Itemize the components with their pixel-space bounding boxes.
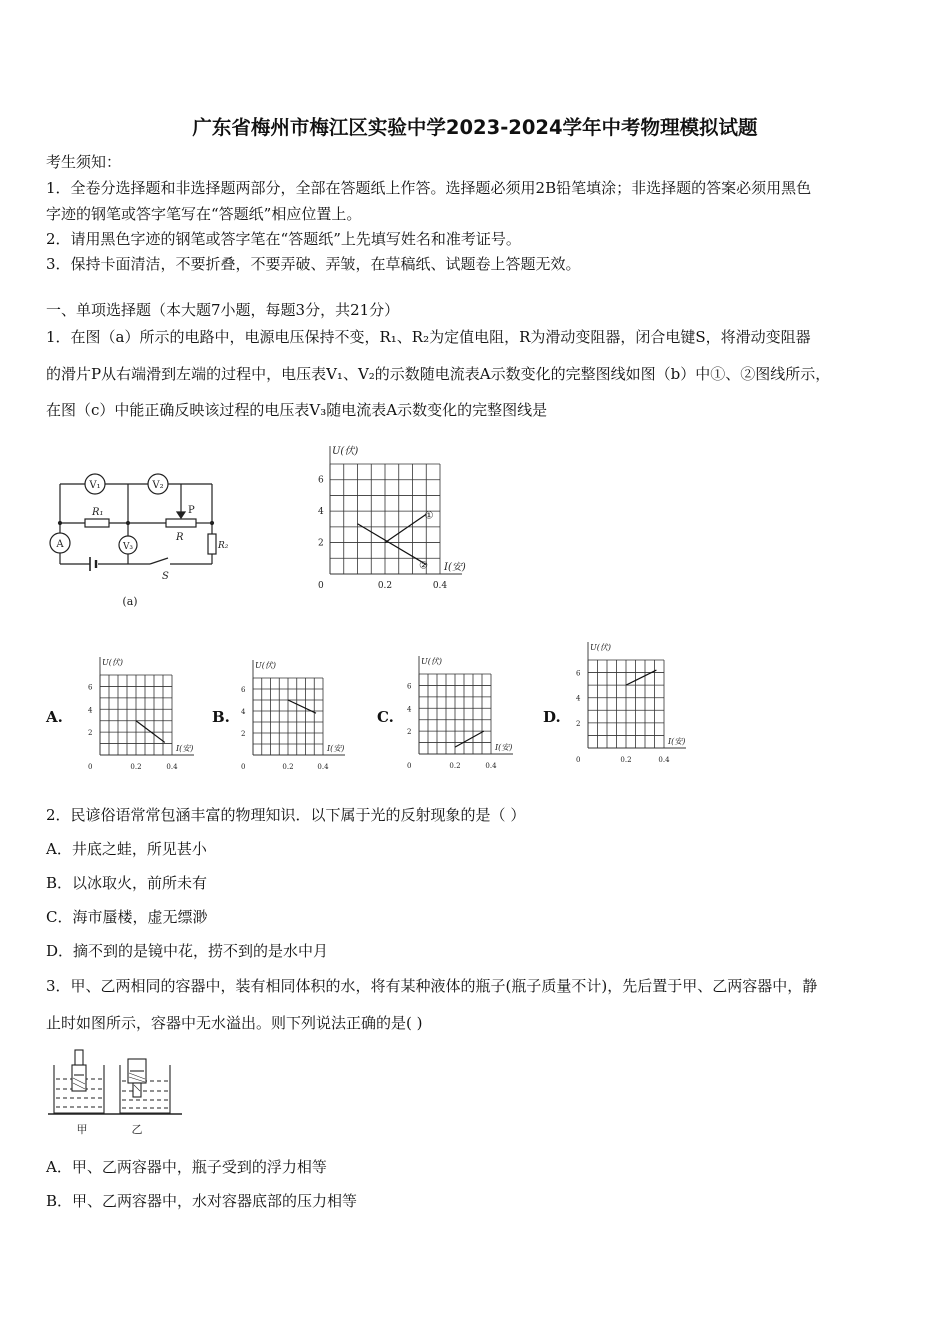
y-tick-label: 6 [318, 475, 324, 486]
container-label-yi: 乙 [131, 1123, 143, 1136]
origin-label: 0 [241, 763, 246, 771]
q2-stem: 2．民谚俗语常常包涵丰富的物理知识．以下属于光的反射现象的是（ ） [46, 806, 526, 824]
x-axis-label: I(安) [176, 744, 194, 753]
q2-option-a[interactable]: A．井底之蛙，所见甚小 [46, 840, 207, 858]
q2-option-d[interactable]: D．摘不到的是镜中花，捞不到的是水中月 [46, 942, 329, 960]
y-tick-label: 2 [88, 729, 93, 738]
option-d-graph[interactable] [568, 642, 708, 767]
ammeter-label: A [56, 539, 64, 550]
data-line [385, 514, 426, 542]
containers-figure [44, 1045, 184, 1140]
option-a-label: A. [46, 708, 63, 726]
notice-item: 3．保持卡面清洁，不要折叠，不要弄破、弄皱，在草稿纸、试题卷上答题无效。 [46, 255, 581, 273]
q3-option-b[interactable]: B．甲、乙两容器中，水对容器底部的压力相等 [46, 1192, 358, 1210]
v1-label: V₁ [89, 480, 101, 491]
x-tick-label: 0.4 [485, 762, 497, 770]
x-tick-label: 0.4 [317, 763, 329, 771]
q3-stem-line: 3．甲、乙两相同的容器中，装有相同体积的水，将有某种液体的瓶子(瓶子质量不计)，先后置于甲、乙两容器中，静 [46, 977, 818, 995]
y-axis-label: U(伏) [421, 657, 442, 666]
y-tick-label: 4 [241, 708, 246, 716]
origin-label: 0 [576, 756, 581, 764]
r1-label: R₁ [92, 507, 104, 518]
notice-item: 字迹的钢笔或答字笔写在“答题纸”相应位置上。 [46, 205, 362, 223]
y-axis-label: U(伏) [102, 658, 123, 667]
y-tick-label: 2 [407, 728, 412, 737]
y-tick-label: 4 [407, 705, 412, 714]
x-tick-label: 0.4 [658, 756, 670, 764]
origin-label: 0 [318, 581, 324, 591]
data-line [455, 731, 484, 747]
y-axis-label: U(伏) [590, 643, 611, 652]
origin-label: 0 [88, 763, 93, 771]
curve-2-marker: ② [419, 560, 428, 572]
x-tick-label: 0.2 [620, 756, 632, 764]
q1-stem-line: 的滑片P从右端滑到左端的过程中，电压表V₁、V₂的示数随电流表A示数变化的完整图线如图（b）中①、②图线所示， [46, 365, 831, 383]
q3-stem-line: 止时如图所示，容器中无水溢出。则下列说法正确的是( ) [46, 1014, 423, 1032]
option-c-graph[interactable] [403, 650, 533, 770]
y-tick-label: 6 [241, 686, 246, 694]
section-heading: 一、单项选择题（本大题7小题，每题3分，共21分） [46, 301, 400, 319]
notice-item: 1．全卷分选择题和非选择题两部分，全部在答题纸上作答。选择题必须用2B铅笔填涂；非选择题的答案必须用黑色 [46, 179, 812, 197]
slider-p-label: P [188, 505, 195, 516]
y-tick-label: 4 [88, 706, 93, 715]
v2-label: V₂ [152, 480, 164, 491]
container-label-jia: 甲 [76, 1123, 88, 1136]
notice-item: 2．请用黑色字迹的钢笔或答字笔在“答题纸”上先填写姓名和准考证号。 [46, 230, 521, 248]
circuit-diagram [40, 468, 240, 613]
option-b-label: B. [212, 708, 230, 726]
x-axis-label: I(安) [495, 743, 513, 752]
curve-1-marker: ① [424, 510, 434, 522]
x-tick-label: 0.2 [449, 762, 461, 770]
x-tick-label: 0.4 [166, 763, 178, 771]
y-tick-label: 6 [88, 683, 93, 692]
y-tick-label: 4 [576, 694, 581, 703]
option-d-label: D. [543, 708, 561, 726]
y-axis-label: U(伏) [255, 661, 276, 670]
r-label: R [176, 532, 184, 543]
x-tick-label: 0.2 [130, 763, 142, 771]
y-tick-label: 2 [318, 538, 324, 549]
data-line [136, 721, 165, 743]
y-tick-label: 6 [407, 682, 412, 691]
option-b-graph[interactable] [237, 655, 367, 770]
x-axis-label: I(安) [444, 562, 466, 573]
x-axis-label: I(安) [327, 744, 345, 753]
q2-option-b[interactable]: B．以冰取火，前所未有 [46, 874, 208, 892]
y-tick-label: 4 [318, 507, 324, 518]
q1-stem-line: 在图（c）中能正确反映该过程的电压表V₃随电流表A示数变化的完整图线是 [46, 401, 548, 419]
q3-option-a[interactable]: A．甲、乙两容器中，瓶子受到的浮力相等 [46, 1158, 327, 1176]
y-tick-label: 6 [576, 669, 581, 678]
x-axis-label: I(安) [668, 737, 686, 746]
x-tick-label: 0.2 [377, 581, 393, 591]
option-a-graph[interactable] [82, 650, 212, 770]
notice-heading: 考生须知： [46, 153, 122, 171]
y-axis-label: U(伏) [332, 446, 359, 457]
x-tick-label: 0.2 [282, 763, 294, 771]
graph-b [300, 438, 500, 613]
q1-stem-line: 1．在图（a）所示的电路中，电源电压保持不变，R₁、R₂为定值电阻，R为滑动变阻器，闭合电键S，将滑动变阻器 [46, 328, 811, 346]
fig-a-caption: (a) [122, 595, 138, 608]
y-tick-label: 2 [576, 719, 581, 728]
option-c-label: C. [377, 708, 394, 726]
y-tick-label: 2 [241, 730, 246, 738]
switch-label: S [162, 571, 169, 582]
v3-label: V₃ [122, 542, 134, 552]
x-tick-label: 0.4 [432, 581, 448, 591]
r2-label: R₂ [218, 541, 229, 551]
q2-option-c[interactable]: C．海市蜃楼，虚无缥渺 [46, 908, 208, 926]
page-title: 广东省梅州市梅江区实验中学2023-2024学年中考物理模拟试题 [192, 116, 758, 139]
origin-label: 0 [407, 762, 412, 770]
